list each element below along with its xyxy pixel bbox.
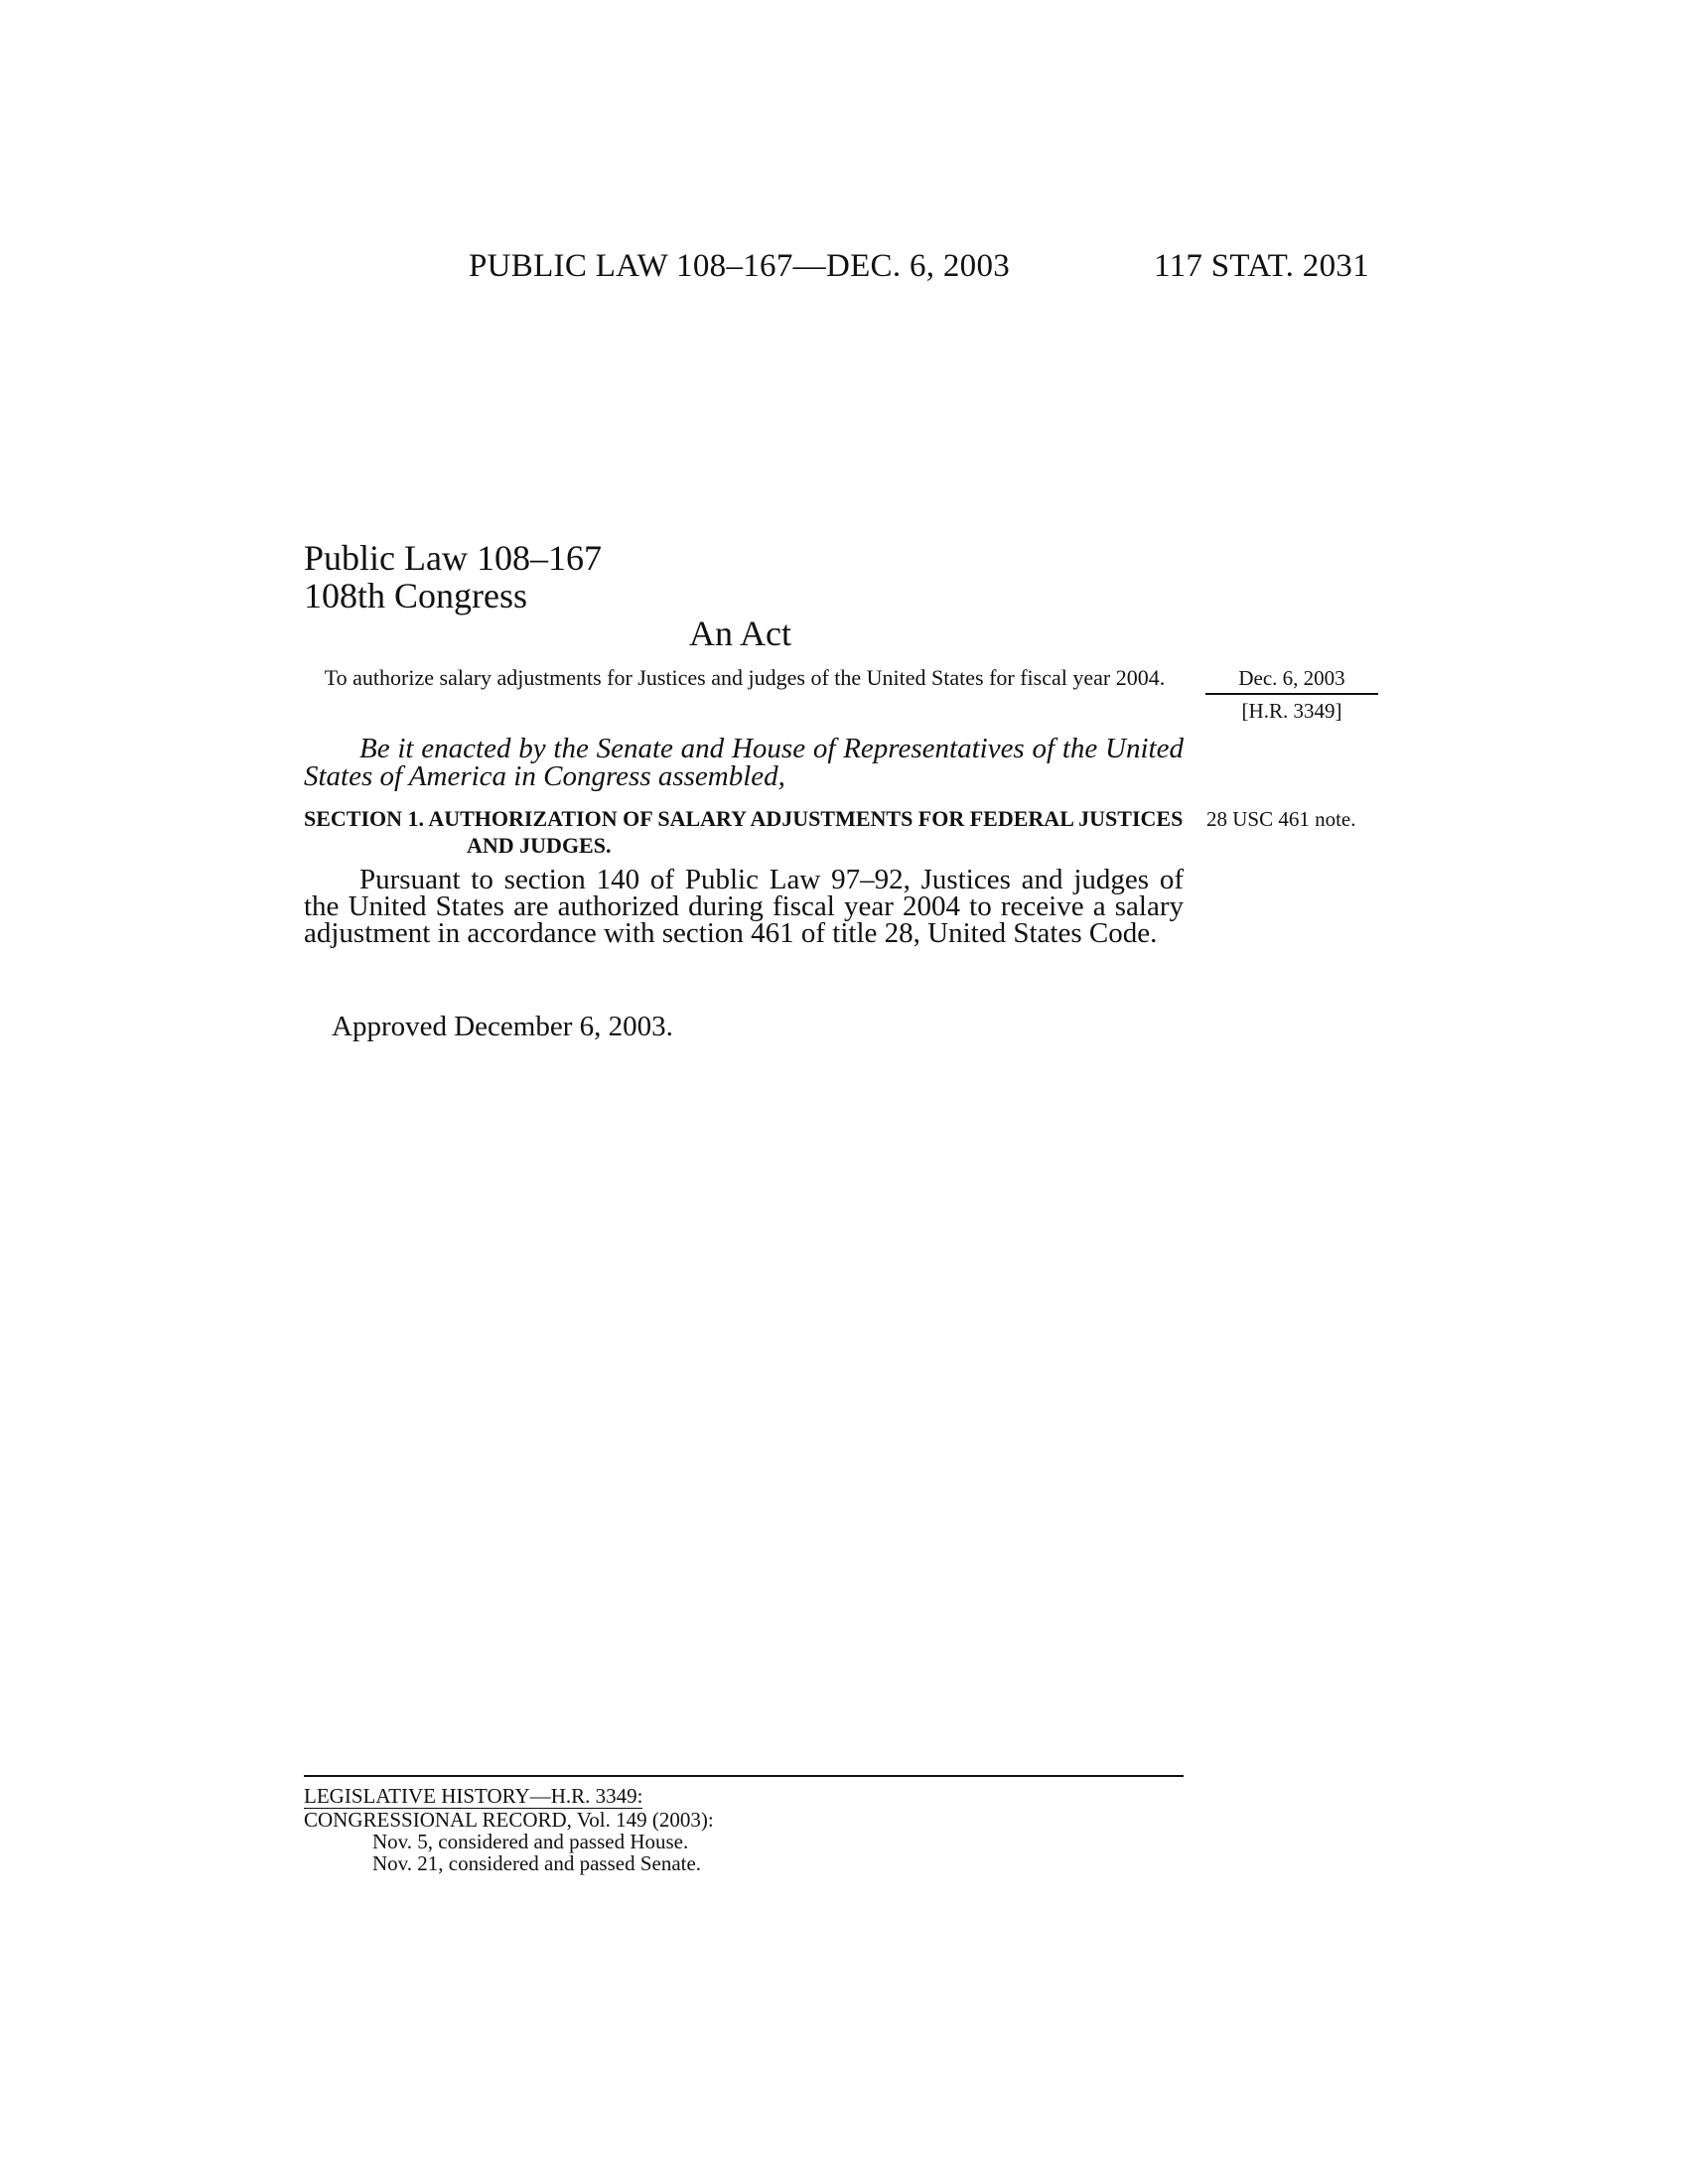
statute-citation: 117 STAT. 2031 [1154, 248, 1369, 284]
act-heading: An Act [689, 614, 791, 653]
margin-note-usc: 28 USC 461 note. [1206, 807, 1356, 831]
long-title: To authorize salary adjustments for Justices and judges of the United States for fiscal year 2004. [324, 665, 1166, 690]
approval-date: Approved December 6, 2003. [332, 1011, 673, 1042]
history-action-senate: Nov. 21, considered and passed Senate. [372, 1851, 702, 1875]
legislative-history-heading: LEGISLATIVE HISTORY—H.R. 3349: [304, 1784, 643, 1808]
footnote-divider [304, 1775, 1184, 1777]
section-heading: SECTION 1. AUTHORIZATION OF SALARY ADJUSTMENTS FOR FEDERAL JUSTICES AND JUDGES. [304, 806, 1184, 858]
margin-note-bill: [H.R. 3349] [1241, 699, 1342, 723]
public-law-number: Public Law 108–167 [304, 538, 602, 578]
section-body: Pursuant to section 140 of Public Law 97–92, Justices and judges of the United States are authorized during fiscal year 2004 to receive a salary adjustment in accordance with section 461 of title 28, United States Code. [304, 864, 1184, 949]
history-action-house: Nov. 5, considered and passed House. [372, 1830, 689, 1853]
running-header-title: PUBLIC LAW 108–167—DEC. 6, 2003 [469, 248, 1011, 284]
congressional-record-line: CONGRESSIONAL RECORD, Vol. 149 (2003): [304, 1808, 714, 1832]
margin-note-date: Dec. 6, 2003 [1205, 665, 1378, 695]
enacting-clause: Be it enacted by the Senate and House of Representatives of the United States of America in Congress assembled, [304, 733, 1184, 792]
congress-number: 108th Congress [304, 576, 527, 615]
